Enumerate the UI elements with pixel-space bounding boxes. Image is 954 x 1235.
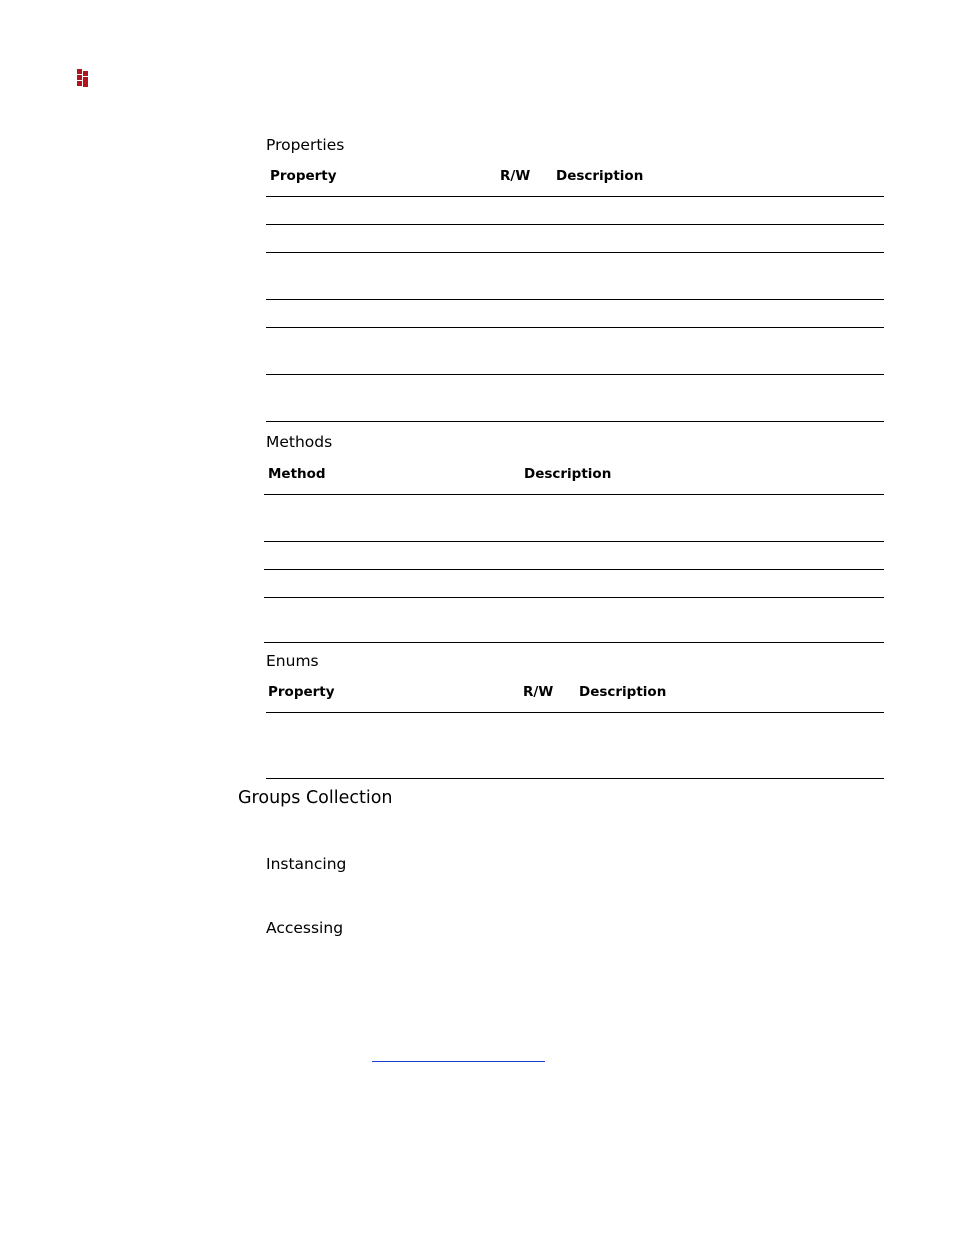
enums-col-description: Description — [579, 684, 667, 700]
accessing-heading: Accessing — [266, 919, 344, 937]
instancing-heading: Instancing — [266, 855, 347, 873]
methods-col-method: Method — [268, 466, 326, 482]
enums-header-rule — [266, 712, 884, 713]
properties-col-description: Description — [556, 168, 644, 184]
methods-col-description: Description — [524, 466, 612, 482]
properties-row-rule — [266, 327, 884, 328]
methods-row-rule — [264, 597, 884, 598]
hyperlink-underline[interactable] — [372, 1061, 545, 1062]
logo-icon — [77, 69, 89, 87]
enums-row-rule — [266, 778, 884, 779]
enums-col-rw: R/W — [523, 684, 554, 700]
properties-row-rule — [266, 421, 884, 422]
properties-row-rule — [266, 299, 884, 300]
properties-heading: Properties — [266, 136, 345, 154]
properties-header-rule — [266, 196, 884, 197]
properties-col-rw: R/W — [500, 168, 531, 184]
methods-header-rule — [264, 494, 884, 495]
properties-row-rule — [266, 224, 884, 225]
methods-row-rule — [264, 569, 884, 570]
properties-row-rule — [266, 374, 884, 375]
methods-row-rule — [264, 541, 884, 542]
enums-heading: Enums — [266, 652, 319, 670]
properties-row-rule — [266, 252, 884, 253]
properties-col-property: Property — [270, 168, 337, 184]
groups-collection-heading: Groups Collection — [238, 788, 393, 808]
enums-col-property: Property — [268, 684, 335, 700]
methods-row-rule — [264, 642, 884, 643]
methods-heading: Methods — [266, 433, 333, 451]
